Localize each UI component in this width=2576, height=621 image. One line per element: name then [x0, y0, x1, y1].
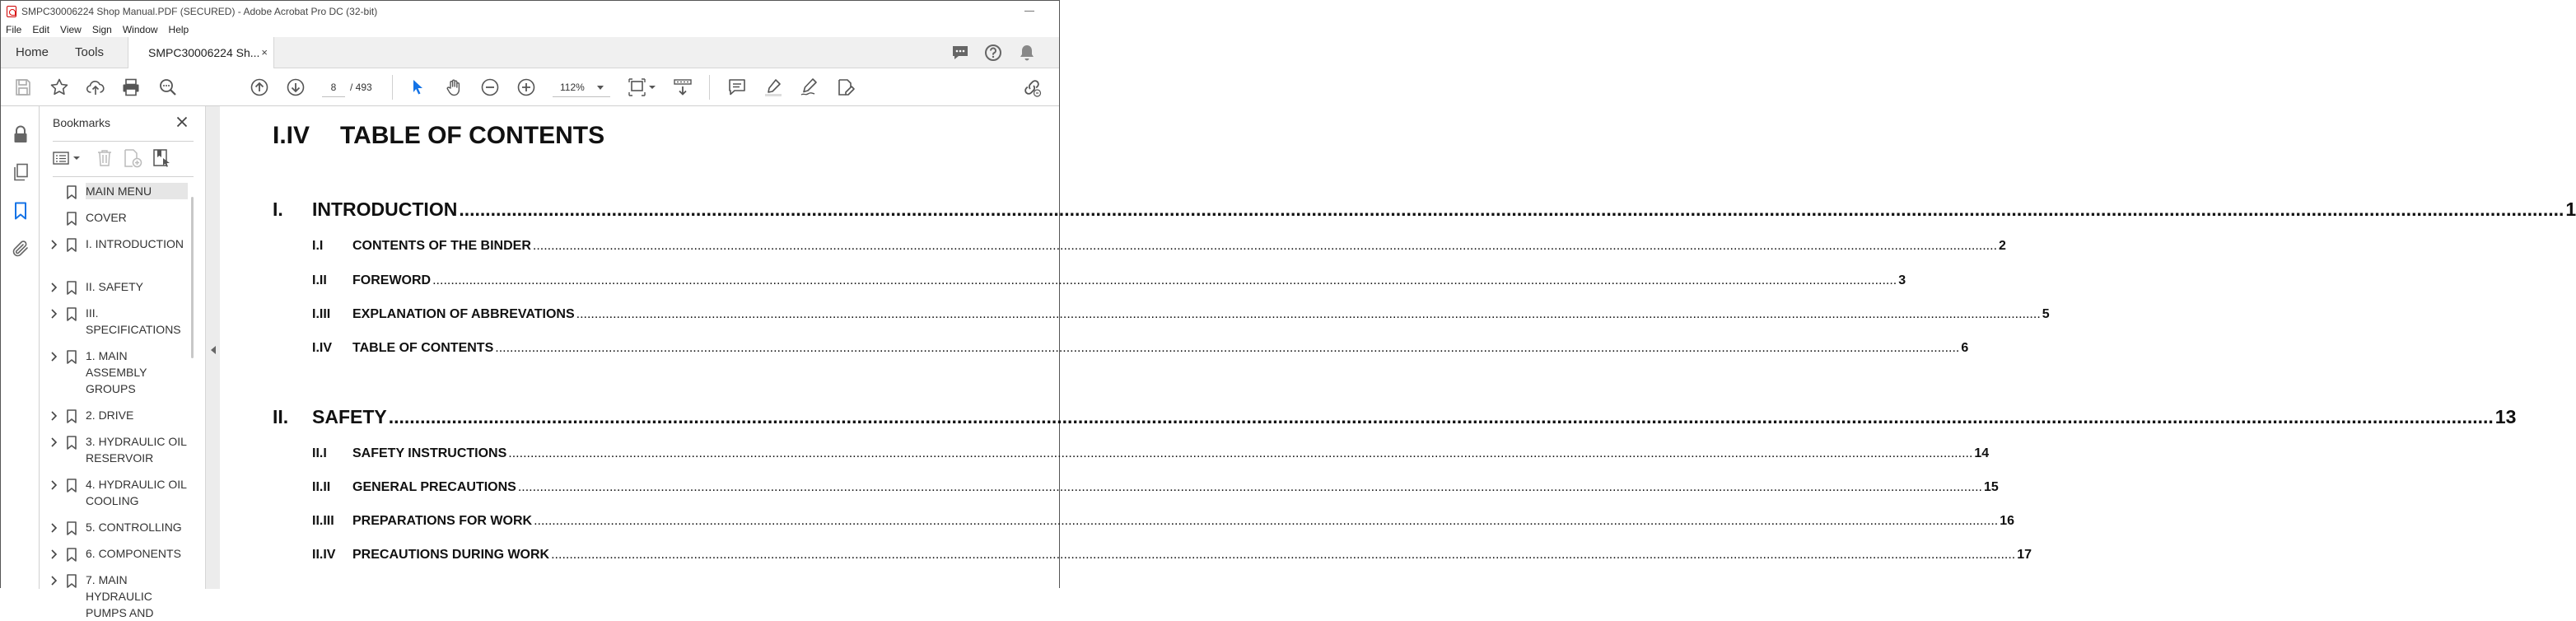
- chevron-right-icon[interactable]: [50, 480, 58, 490]
- bookmark-flag-icon: [66, 521, 77, 535]
- share-link-icon[interactable]: [1022, 77, 1042, 97]
- toc-number: II.: [273, 406, 289, 427]
- zoom-out-icon[interactable]: [480, 77, 500, 97]
- bookmark-label: COVER: [86, 211, 127, 224]
- toc-leader-dots: ................................................................................................................................................................................................................................................................................................................................................................................................................: [508, 446, 1973, 460]
- toc-section-row[interactable]: [312, 548, 2032, 563]
- bookmark-flag-icon: [66, 574, 77, 588]
- bookmark-label: I. INTRODUCTION: [86, 237, 184, 250]
- bookmark-label: 6. COMPONENTS: [86, 547, 181, 560]
- menu-sign[interactable]: Sign: [91, 24, 112, 35]
- close-icon[interactable]: [176, 116, 188, 128]
- highlight-pen-icon[interactable]: [763, 77, 783, 97]
- bookmarks-panel-title: Bookmarks: [53, 116, 111, 129]
- chevron-right-icon[interactable]: [50, 523, 58, 533]
- toc-page-number: 16: [2000, 514, 2014, 528]
- toc-section-row[interactable]: [312, 480, 1999, 495]
- toc-page-number: 2: [1999, 239, 2006, 253]
- chevron-down-icon: [597, 86, 604, 90]
- pages-icon[interactable]: [11, 162, 30, 182]
- toc-leader-dots: ................................................................................................................................................................................................................................................................................................................................................................................................................: [576, 307, 2041, 321]
- menu-view[interactable]: View: [60, 24, 82, 35]
- toc-number: I.II: [312, 273, 327, 287]
- delete-bookmark-icon[interactable]: [96, 148, 113, 168]
- toc-leader-dots: ................................................................................................................................................................................................................................................................................................................................................................................................................: [517, 480, 1982, 494]
- panel-splitter[interactable]: [205, 106, 220, 589]
- divider: [53, 176, 194, 177]
- toolbar-divider: [709, 75, 710, 100]
- toc-number: II.I: [312, 446, 327, 460]
- chevron-right-icon[interactable]: [50, 282, 58, 292]
- bookmark-icon[interactable]: [11, 201, 30, 221]
- zoom-level-select[interactable]: [553, 77, 610, 97]
- bookmark-options-icon[interactable]: [53, 151, 82, 166]
- toc-title: PRECAUTIONS DURING WORK: [352, 548, 550, 562]
- toc-title: PREPARATIONS FOR WORK: [352, 514, 533, 528]
- bookmark-label: 5. CONTROLLING: [86, 521, 182, 534]
- bookmark-label: 2. DRIVE: [86, 409, 134, 422]
- chevron-right-icon[interactable]: [50, 576, 58, 586]
- chevron-right-icon[interactable]: [50, 240, 58, 250]
- upload-cloud-icon[interactable]: [86, 77, 105, 97]
- toc-page-number: 13: [2494, 406, 2517, 427]
- notifications-bell-icon[interactable]: [1018, 44, 1036, 62]
- bookmark-star-icon[interactable]: [49, 77, 69, 97]
- bookmark-label: III. SPECIFICATIONS: [86, 306, 181, 336]
- toc-leader-dots: ................................................................................................................................................................................................................................................................................................................................................................................................................: [551, 548, 2016, 562]
- toc-title: INTRODUCTION: [312, 198, 458, 220]
- bookmark-label: 3. HYDRAULIC OIL RESERVOIR: [86, 435, 187, 465]
- toc-title: GENERAL PRECAUTIONS: [352, 480, 516, 494]
- toc-leader-dots: ................................................................................................................................................................................................................................................................................................................................................................................................................: [534, 514, 1999, 528]
- toc-section-row[interactable]: [312, 307, 2050, 322]
- chevron-right-icon[interactable]: [50, 411, 58, 421]
- toc-section-row[interactable]: [312, 446, 1990, 461]
- page-number-input[interactable]: 8: [322, 77, 345, 97]
- toc-title: EXPLANATION OF ABBREVATIONS: [352, 307, 575, 321]
- toc-page-number: 15: [1983, 480, 1999, 494]
- toc-chapter-row[interactable]: [273, 198, 2576, 221]
- new-bookmark-icon[interactable]: [123, 148, 142, 168]
- toc-page-number: 3: [1898, 273, 1906, 287]
- title-bar: [1, 1, 1059, 22]
- bookmark-flag-icon: [66, 281, 77, 295]
- zoom-level-value: 112%: [560, 82, 585, 93]
- collapse-panel-icon[interactable]: [211, 346, 216, 354]
- document-view: [220, 106, 2576, 589]
- chevron-right-icon[interactable]: [50, 309, 58, 319]
- edit-fill-sign-icon[interactable]: [836, 77, 856, 97]
- menu-help[interactable]: Help: [168, 24, 189, 35]
- toc-title: SAFETY: [312, 406, 387, 427]
- comment-bubble-icon[interactable]: [951, 44, 969, 62]
- bookmarks-panel: [40, 106, 205, 619]
- bookmark-flag-icon: [66, 548, 77, 562]
- bookmark-flag-icon: [66, 350, 77, 364]
- toc-leader-dots: ................................................................................................................................................................................................................................................................................................................................................................................................................: [495, 341, 1960, 355]
- toc-number: II.IV: [312, 548, 336, 562]
- menu-window[interactable]: Window: [122, 24, 158, 35]
- toc-number: I.I: [312, 239, 324, 253]
- scroll-mode-icon[interactable]: [673, 77, 693, 97]
- bookmark-flag-icon: [66, 307, 77, 321]
- toc-title: CONTENTS OF THE BINDER: [352, 239, 531, 253]
- page-heading: [273, 122, 604, 150]
- tab-bar: [1, 37, 1059, 68]
- toc-page-number: 5: [2042, 307, 2050, 321]
- select-cursor-icon[interactable]: [408, 77, 427, 97]
- toc-leader-dots: ................................................................................................................................................................................................................................................................................................................................................................................................................: [532, 239, 1998, 253]
- bookmark-from-selection-icon[interactable]: [152, 148, 172, 168]
- lock-icon[interactable]: [11, 124, 30, 144]
- bookmarks-scrollbar[interactable]: [191, 197, 194, 358]
- tab-document-label: SMPC30006224 Sh...: [148, 46, 260, 59]
- main-toolbar: [1, 68, 1059, 106]
- left-navigation-rail: [1, 106, 40, 589]
- toc-section-row[interactable]: [312, 239, 2006, 254]
- previous-page-icon[interactable]: [250, 77, 269, 97]
- page-heading-text: TABLE OF CONTENTS: [340, 122, 605, 149]
- bookmark-flag-icon: [66, 185, 77, 199]
- menu-edit[interactable]: Edit: [32, 24, 50, 35]
- toc-page-number: 6: [1961, 341, 1969, 355]
- bookmark-label: 1. MAIN ASSEMBLY GROUPS: [86, 349, 147, 395]
- toc-chapter-row[interactable]: [273, 406, 2517, 428]
- print-icon[interactable]: [121, 77, 141, 97]
- acrobat-app-icon: [7, 6, 16, 17]
- chevron-right-icon[interactable]: [50, 437, 58, 447]
- toolbar-divider: [392, 75, 393, 100]
- toc-page-number: 1: [2565, 198, 2576, 220]
- minimize-icon[interactable]: [1024, 11, 1034, 12]
- toc-leader-dots: ................................................................................................................................................................................................................................................................................................................................................................................................................: [432, 273, 1897, 287]
- toc-number: II.III: [312, 514, 334, 528]
- toc-leader-dots: ................................................................................................................................................................................................................................................................................................................................................................................................................: [459, 198, 2564, 220]
- bookmark-label: 7. MAIN HYDRAULIC PUMPS AND: [86, 573, 154, 619]
- bookmark-flag-icon: [66, 479, 77, 493]
- window-title: SMPC30006224 Shop Manual.PDF (SECURED) - Adobe Acrobat Pro DC (32-bit): [21, 6, 378, 17]
- tab-home[interactable]: Home: [16, 45, 49, 59]
- toc-section-row[interactable]: [312, 341, 1969, 356]
- bookmark-label: MAIN MENU: [86, 183, 188, 199]
- tab-document[interactable]: [128, 37, 274, 68]
- draw-signature-icon[interactable]: [800, 77, 819, 97]
- bookmark-label: 4. HYDRAULIC OIL COOLING: [86, 478, 187, 507]
- toc-number: I.III: [312, 307, 331, 321]
- toc-title: TABLE OF CONTENTS: [352, 341, 494, 355]
- toc-title: SAFETY INSTRUCTIONS: [352, 446, 507, 460]
- toc-page-number: 14: [1974, 446, 1990, 460]
- toc-number: I.IV: [312, 341, 333, 355]
- help-icon[interactable]: [984, 44, 1002, 62]
- bookmarks-toolbar: [53, 147, 194, 170]
- page-fit-icon[interactable]: [628, 77, 657, 97]
- comment-icon[interactable]: [727, 77, 747, 97]
- page-heading-number: I.IV: [273, 122, 310, 149]
- toc-section-row[interactable]: [312, 273, 1906, 288]
- tab-tools[interactable]: Tools: [75, 45, 105, 59]
- bookmark-flag-icon: [66, 212, 77, 226]
- attachment-icon[interactable]: [11, 239, 30, 259]
- chevron-right-icon[interactable]: [50, 352, 58, 362]
- menu-file[interactable]: File: [6, 24, 22, 35]
- toc-page-number: 17: [2017, 548, 2032, 562]
- search-zoom-icon[interactable]: [158, 77, 178, 97]
- page-total: / 493: [350, 82, 372, 93]
- divider: [53, 141, 194, 142]
- bookmark-flag-icon: [66, 436, 77, 450]
- toc-leader-dots: ................................................................................................................................................................................................................................................................................................................................................................................................................: [388, 406, 2494, 427]
- toc-number: II.II: [312, 480, 331, 494]
- next-page-icon[interactable]: [286, 77, 306, 97]
- bookmark-flag-icon: [66, 238, 77, 252]
- close-tab-icon[interactable]: ×: [261, 46, 268, 58]
- bookmark-flag-icon: [66, 409, 77, 423]
- zoom-in-icon[interactable]: [516, 77, 536, 97]
- menu-bar: [1, 22, 1059, 37]
- save-icon[interactable]: [13, 77, 33, 97]
- hand-tool-icon[interactable]: [444, 77, 464, 97]
- toc-title: FOREWORD: [352, 273, 432, 287]
- bookmark-label: II. SAFETY: [86, 280, 144, 293]
- toc-number: I.: [273, 198, 283, 220]
- chevron-right-icon[interactable]: [50, 549, 58, 559]
- toc-section-row[interactable]: [312, 514, 2014, 529]
